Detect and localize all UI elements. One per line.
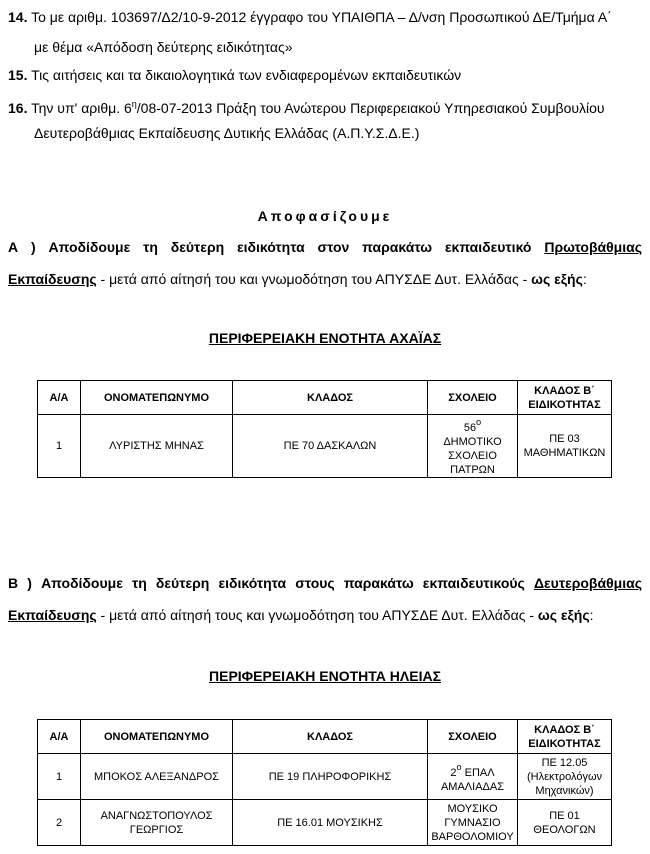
header-school: ΣΧΟΛΕΙΟ [428,720,518,754]
cell-school [428,800,518,846]
spec-line: ΠΕ 12.05 [541,756,588,769]
header-klados: ΚΛΑΔΟΣ [233,381,428,415]
cell-second-spec: ΠΕ 01 ΘΕΟΛΟΓΩΝ [518,800,612,846]
school-line: ΜΟΥΣΙΚΟ [447,802,498,815]
school-line: ΔΗΜΟΤΙΚΟ [443,436,502,448]
name-line: ΓΕΩΡΓΙΟΣ [129,823,184,836]
cell-second-spec [518,415,612,478]
section-text: Αποδίδουμε τη δεύτερη ειδικότητα στον παρακάτω εκπαιδευτικό [48,239,532,255]
cell-aa: 1 [38,754,81,800]
cell-second-spec [518,754,612,800]
education-level: Πρωτοβάθμιας [544,239,643,255]
superscript: η [131,99,137,109]
table-b [37,719,612,846]
table-row [38,415,612,478]
school-line: ΒΑΡΘΟΛΟΜΙΟΥ [431,830,514,843]
school-line: ΠΑΤΡΩΝ [450,464,495,476]
cell-name: ΜΠΟΚΟΣ ΑΛΕΞΑΝΔΡΟΣ [81,754,233,800]
section-text-bold: ως εξής [537,607,590,623]
header-line: ΚΛΑΔΟΣ Β΄ [534,723,595,736]
header-klados: ΚΛΑΔΟΣ [233,720,428,754]
school-line: ΕΠΑΛ [461,766,495,779]
table-a [37,380,612,478]
cell-school [428,415,518,478]
colon: : [582,271,587,287]
item-14-line2: με θέμα «Απόδοση δεύτερης ειδικότητας» [34,39,293,55]
spec-line: Μηχανικών) [535,784,594,797]
section-text: - μετά από αίτησή του και γνωμοδότηση του ΑΠΥΣΔΕ Δυτ. Ελλάδας - [96,271,528,287]
section-letter: Α ) [8,239,36,255]
spec-line: (Ηλεκτρολόγων [526,770,603,783]
cell-klados: ΠΕ 19 ΠΛΗΡΟΦΟΡΙΚΗΣ [233,754,428,800]
spec-line: ΜΑΘΗΜΑΤΙΚΩΝ [523,447,606,459]
cell-klados: ΠΕ 70 ΔΑΣΚΑΛΩΝ [233,415,428,478]
spec-line: ΠΕ 03 [549,433,580,445]
header-aa: Α/Α [38,720,81,754]
item-16-line2: Δευτεροβάθμιας Εκπαίδευσης Δυτικής Ελλάδας (Α.Π.Υ.Σ.Δ.Ε.) [34,125,420,141]
school-line: ΓΥΜΝΑΣΙΟ [444,816,501,829]
school-line: ΣΧΟΛΕΙΟ [448,450,497,462]
name-line: ΑΝΑΓΝΩΣΤΟΠΟΥΛΟΣ [100,809,213,822]
decision-heading: Αποφασίζουμε [257,208,393,224]
school-number: 2 [450,766,457,779]
education-level: Εκπαίδευσης [8,607,97,623]
cell-klados: ΠΕ 16.01 ΜΟΥΣΙΚΗΣ [233,800,428,846]
cell-name [81,800,233,846]
item-text: Τις αιτήσεις και τα δικαιολογητικά των ενδιαφερομένων εκπαιδευτικών [31,67,462,83]
education-level: Δευτεροβάθμιας [533,575,642,591]
section-text: - μετά από αίτησή τους και γνωμοδότηση του ΑΠΥΣΔΕ Δυτ. Ελλάδας - [96,607,534,623]
item-number: 16. [8,100,28,116]
item-14 [8,8,612,26]
superscript: ο [476,417,482,427]
section-letter: Β ) [8,575,32,591]
education-level: Εκπαίδευσης [8,271,97,287]
region-title: ΠΕΡΙΦΕΡΕΙΑΚΗ ΕΝΟΤΗΤΑ ΗΛΕΙΑΣ [209,668,441,684]
school-number: 56 [463,422,477,434]
section-a-line2 [8,270,587,288]
cell-aa: 1 [38,415,81,478]
header-second-spec [518,720,612,754]
school-line: ΑΜΑΛΙΑΔΑΣ [440,780,505,793]
region-title: ΠΕΡΙΦΕΡΕΙΑΚΗ ΕΝΟΤΗΤΑ ΑΧΑΪΑΣ [208,330,442,346]
section-b-line1 [8,574,642,592]
header-second-spec [518,381,612,415]
table-row [38,800,612,846]
section-text: Αποδίδουμε τη δεύτερη ειδικότητα στους παρακάτω εκπαιδευτικούς [41,575,525,591]
item-number: 15. [8,67,28,83]
header-aa: Α/Α [38,381,81,415]
item-text: Την υπ' αριθμ. 6 [31,100,132,116]
item-16 [8,95,605,117]
section-b-line2 [8,606,594,624]
item-text: Το με αριθμ. 103697/Δ2/10-9-2012 έγγραφο του ΥΠΑΙΘΠΑ – Δ/νση Προσωπικού ΔΕ/Τμήμα Α΄ [31,9,612,25]
cell-aa: 2 [38,800,81,846]
header-line: ΕΙΔΙΚΟΤΗΤΑΣ [528,398,601,411]
header-name: ΟΝΟΜΑΤΕΠΩΝΥΜΟ [81,720,233,754]
section-text-bold: ως εξής [531,271,583,287]
section-a-line1 [8,238,642,256]
table-header-row [38,720,612,754]
superscript: ο [456,761,462,772]
header-name: ΟΝΟΜΑΤΕΠΩΝΥΜΟ [81,381,233,415]
header-line: ΕΙΔΙΚΟΤΗΤΑΣ [528,737,601,750]
item-number: 14. [8,9,28,25]
table-row [38,754,612,800]
table-header-row [38,381,612,415]
item-15 [8,66,461,84]
item-text-cont: /08-07-2013 Πράξη του Ανώτερου Περιφερειακού Υπηρεσιακού Συμβουλίου [136,100,605,116]
cell-school [428,754,518,800]
header-school: ΣΧΟΛΕΙΟ [428,381,518,415]
colon: : [589,607,594,623]
cell-name: ΛΥΡΙΣΤΗΣ ΜΗΝΑΣ [81,415,233,478]
header-line: ΚΛΑΔΟΣ Β΄ [534,384,595,397]
